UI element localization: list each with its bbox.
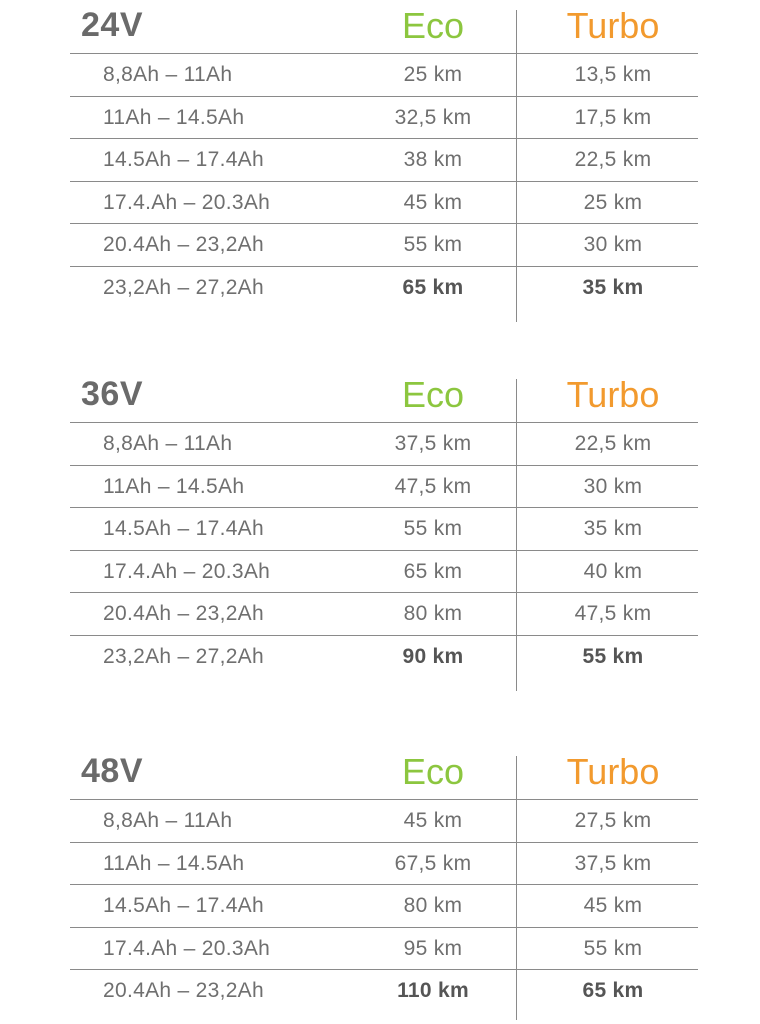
eco-range-cell: 45 km bbox=[403, 809, 463, 832]
range-table-24v bbox=[70, 5, 698, 308]
eco-range-cell: 95 km bbox=[403, 936, 463, 960]
table-header bbox=[70, 751, 698, 799]
table-row bbox=[70, 799, 698, 842]
eco-range-cell: 47,5 km bbox=[394, 474, 472, 498]
turbo-range-cell: 55 km bbox=[582, 644, 644, 668]
range-table-48v bbox=[70, 751, 698, 1012]
capacity-cell: 20.4Ah – 23,2Ah bbox=[103, 233, 264, 256]
turbo-range-cell: 22,5 km bbox=[574, 148, 652, 171]
turbo-range-cell: 37,5 km bbox=[574, 851, 652, 875]
table-row bbox=[70, 465, 698, 508]
capacity-cell: 17.4.Ah – 20.3Ah bbox=[103, 190, 271, 214]
eco-range-cell: 80 km bbox=[403, 602, 463, 625]
turbo-range-cell: 45 km bbox=[583, 894, 643, 917]
table-row bbox=[70, 223, 698, 266]
turbo-range-cell: 35 km bbox=[583, 517, 643, 540]
turbo-mode-header: Turbo bbox=[566, 5, 660, 46]
eco-range-cell: 45 km bbox=[403, 190, 463, 214]
eco-range-cell: 55 km bbox=[403, 233, 463, 256]
turbo-range-cell: 35 km bbox=[582, 275, 644, 299]
table-row bbox=[70, 138, 698, 181]
voltage-title: 24V bbox=[81, 6, 143, 44]
eco-range-cell: 90 km bbox=[402, 644, 464, 668]
capacity-cell: 20.4Ah – 23,2Ah bbox=[103, 602, 264, 625]
capacity-cell: 14.5Ah – 17.4Ah bbox=[103, 517, 264, 540]
capacity-cell: 14.5Ah – 17.4Ah bbox=[103, 148, 264, 171]
range-table-36v bbox=[70, 374, 698, 677]
eco-range-cell: 25 km bbox=[403, 63, 463, 86]
eco-range-cell: 80 km bbox=[403, 894, 463, 917]
table-row bbox=[70, 927, 698, 970]
table-row bbox=[70, 53, 698, 96]
table-row bbox=[70, 884, 698, 927]
eco-range-cell: 55 km bbox=[403, 517, 463, 540]
turbo-range-cell: 40 km bbox=[583, 559, 643, 583]
turbo-mode-header: Turbo bbox=[566, 751, 660, 792]
eco-mode-header: Eco bbox=[401, 374, 465, 415]
turbo-range-cell: 27,5 km bbox=[574, 809, 652, 832]
capacity-cell: 8,8Ah – 11Ah bbox=[103, 432, 233, 455]
table-row bbox=[70, 592, 698, 635]
capacity-cell: 8,8Ah – 11Ah bbox=[103, 63, 233, 86]
turbo-range-cell: 25 km bbox=[583, 190, 643, 214]
eco-range-cell: 38 km bbox=[403, 148, 463, 171]
turbo-range-cell: 47,5 km bbox=[574, 602, 652, 625]
turbo-range-cell: 13,5 km bbox=[574, 63, 652, 86]
capacity-cell: 23,2Ah – 27,2Ah bbox=[103, 644, 264, 668]
eco-range-cell: 37,5 km bbox=[394, 432, 472, 455]
capacity-cell: 17.4.Ah – 20.3Ah bbox=[103, 936, 271, 960]
eco-range-cell: 65 km bbox=[402, 275, 464, 299]
capacity-cell: 11Ah – 14.5Ah bbox=[103, 851, 245, 875]
table-header bbox=[70, 5, 698, 53]
table-row bbox=[70, 842, 698, 885]
eco-mode-header: Eco bbox=[401, 5, 465, 46]
table-row bbox=[70, 96, 698, 139]
voltage-title: 48V bbox=[81, 752, 143, 790]
eco-range-cell: 65 km bbox=[403, 559, 463, 583]
turbo-mode-header: Turbo bbox=[566, 374, 660, 415]
capacity-cell: 11Ah – 14.5Ah bbox=[103, 474, 245, 498]
table-row bbox=[70, 422, 698, 465]
table-row bbox=[70, 635, 698, 678]
table-header bbox=[70, 374, 698, 422]
eco-range-cell: 67,5 km bbox=[394, 851, 472, 875]
table-row bbox=[70, 181, 698, 224]
capacity-cell: 20.4Ah – 23,2Ah bbox=[103, 979, 264, 1002]
turbo-range-cell: 30 km bbox=[583, 474, 643, 498]
table-row bbox=[70, 507, 698, 550]
capacity-cell: 17.4.Ah – 20.3Ah bbox=[103, 559, 271, 583]
turbo-range-cell: 55 km bbox=[583, 936, 643, 960]
capacity-cell: 14.5Ah – 17.4Ah bbox=[103, 894, 264, 917]
voltage-title: 36V bbox=[81, 375, 143, 413]
table-row bbox=[70, 969, 698, 1012]
turbo-range-cell: 17,5 km bbox=[574, 105, 652, 129]
eco-mode-header: Eco bbox=[401, 751, 465, 792]
capacity-cell: 23,2Ah – 27,2Ah bbox=[103, 275, 264, 299]
capacity-cell: 8,8Ah – 11Ah bbox=[103, 809, 233, 832]
eco-range-cell: 32,5 km bbox=[394, 105, 472, 129]
turbo-range-cell: 65 km bbox=[582, 979, 644, 1002]
table-row bbox=[70, 550, 698, 593]
table-row bbox=[70, 266, 698, 309]
eco-range-cell: 110 km bbox=[397, 979, 469, 1002]
turbo-range-cell: 30 km bbox=[583, 233, 643, 256]
turbo-range-cell: 22,5 km bbox=[574, 432, 652, 455]
capacity-cell: 11Ah – 14.5Ah bbox=[103, 105, 245, 129]
